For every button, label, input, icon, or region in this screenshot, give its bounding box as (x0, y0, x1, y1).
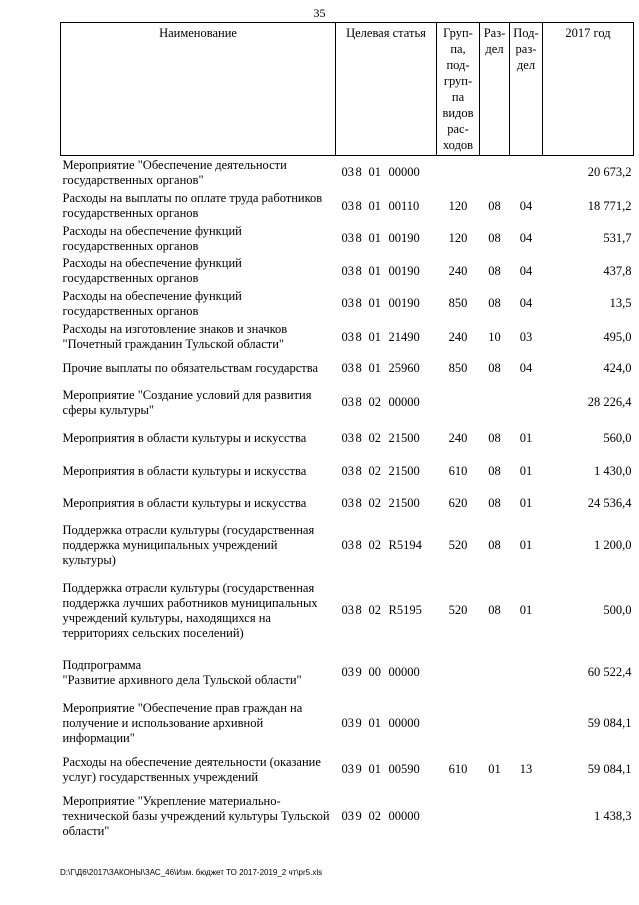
row-section: 08 (488, 431, 501, 445)
table-row (61, 383, 634, 423)
row-section: 08 (488, 361, 501, 375)
row-amount-2017: 424,0 (603, 361, 632, 375)
row-target-article (336, 572, 437, 650)
row-name: Мероприятия в области культуры и искусства (62, 431, 307, 445)
target-article-c3: 01 (368, 165, 381, 180)
h-group-line: видов (442, 106, 474, 120)
target-article-c2: 9 (355, 715, 362, 730)
row-target-article (336, 288, 437, 320)
row-name: Мероприятия в области культуры и искусства (62, 463, 307, 478)
row-amount-2017: 1 430,0 (594, 463, 632, 478)
h-group-line: па (451, 90, 465, 104)
target-article-c3: 01 (368, 329, 381, 344)
target-article-c3: 01 (368, 762, 381, 776)
target-article-c2: 9 (355, 809, 362, 823)
h-group-line: груп- (443, 74, 473, 88)
row-name: Мероприятия в области культуры и искусства (62, 496, 307, 510)
row-name-line: "Развитие архивного дела Тульской области" (62, 672, 302, 687)
target-article-c2: 8 (355, 198, 362, 213)
table-row (61, 520, 634, 572)
target-article-c4: R5195 (388, 603, 422, 617)
row-section: 08 (488, 603, 501, 617)
row-expense-group (437, 383, 480, 423)
target-article-c4: 00000 (388, 665, 420, 679)
target-article-c2: 8 (355, 538, 362, 552)
table-row (61, 789, 634, 845)
target-article-c1: 03 (341, 165, 354, 180)
row-name (61, 650, 336, 696)
h-subsection-line: дел (516, 58, 536, 72)
row-expense-group: 520 (448, 538, 468, 552)
target-article-c4: 00590 (388, 762, 420, 776)
target-article-c4: R5194 (388, 538, 422, 552)
h-group-line: ходов (442, 138, 474, 152)
row-amount-2017: 437,8 (603, 263, 632, 278)
table-row (61, 190, 634, 223)
target-article-c4: 21500 (388, 431, 420, 445)
row-amount-2017: 18 771,2 (587, 198, 632, 213)
target-article-c2: 9 (355, 762, 362, 776)
target-article-c2: 8 (355, 296, 362, 310)
target-article-c2: 8 (355, 165, 362, 180)
row-subsection (510, 156, 543, 190)
row-expense-group: 520 (448, 603, 468, 617)
row-expense-group (437, 650, 480, 696)
row-amount-2017: 495,0 (603, 329, 632, 344)
row-subsection: 01 (519, 496, 533, 510)
target-article-c2: 8 (355, 463, 362, 478)
target-article-c4: 00000 (388, 165, 420, 180)
table-row (61, 488, 634, 520)
row-section: 08 (488, 296, 501, 310)
target-article-c2: 8 (355, 603, 362, 617)
row-amount-2017: 24 536,4 (587, 496, 632, 510)
row-subsection: 01 (519, 431, 533, 445)
target-article-c3: 01 (368, 198, 381, 213)
row-target-article (336, 650, 437, 696)
h-section-line: дел (485, 42, 504, 56)
row-section: 08 (488, 231, 501, 245)
row-name: Расходы на обеспечение функций государственных органов (62, 256, 242, 285)
table-row (61, 223, 634, 255)
target-article-c1: 03 (341, 496, 354, 510)
row-name: Расходы на обеспечение функций государственных органов (62, 288, 242, 318)
row-target-article (336, 156, 437, 190)
row-section: 08 (488, 496, 501, 510)
row-subsection: 01 (519, 538, 533, 552)
target-article-c2: 8 (355, 361, 362, 375)
target-article-c3: 01 (368, 263, 381, 278)
target-article-c1: 03 (341, 361, 354, 375)
target-article-c3: 01 (368, 231, 381, 245)
target-article-c1: 03 (341, 231, 354, 245)
table-row (61, 650, 634, 696)
row-expense-group (437, 156, 480, 190)
row-amount-2017: 1 438,3 (594, 809, 632, 823)
row-section: 08 (488, 263, 501, 278)
row-name: Расходы на изготовление знаков и значков "Почетный гражданин Тульской области" (62, 322, 288, 351)
table-row (61, 572, 634, 650)
row-expense-group: 850 (448, 361, 468, 375)
target-article-c1: 03 (341, 198, 354, 213)
target-article-c3: 02 (368, 603, 381, 617)
table-row (61, 455, 634, 488)
row-name: Расходы на обеспечение деятельности (оказание услуг) государственных учреждений (62, 754, 321, 784)
row-subsection: 04 (519, 263, 533, 278)
row-target-article (336, 751, 437, 789)
table-body (61, 156, 634, 845)
table-header-row (61, 23, 634, 156)
row-name: Мероприятие "Обеспечение прав граждан на получение и использование архивной информации" (62, 700, 303, 745)
row-section (480, 696, 510, 751)
target-article-c2: 8 (355, 263, 362, 278)
target-article-c3: 02 (368, 463, 381, 478)
row-expense-group: 120 (448, 198, 468, 213)
target-article-c1: 03 (341, 431, 354, 445)
row-subsection: 13 (519, 762, 533, 776)
row-expense-group: 240 (448, 431, 468, 445)
row-name: Прочие выплаты по обязательствам государства (62, 361, 319, 375)
row-expense-group (437, 789, 480, 845)
row-name-line: Подпрограмма (62, 657, 142, 672)
target-article-c4: 00190 (388, 296, 420, 310)
target-article-c4: 25960 (388, 361, 420, 375)
row-amount-2017: 20 673,2 (587, 165, 632, 180)
row-subsection: 04 (519, 296, 533, 310)
row-name: Мероприятие "Укрепление материально-технической базы учреждений культуры Тульской области" (62, 794, 330, 838)
target-article-c2: 8 (355, 395, 362, 409)
row-target-article (336, 355, 437, 383)
row-subsection: 04 (519, 231, 533, 245)
target-article-c1: 03 (341, 395, 354, 409)
row-amount-2017: 500,0 (603, 603, 632, 617)
target-article-c3: 01 (368, 715, 381, 730)
file-path-footer: D:\Г\Д6\2017\ЗАКОНЫ\ЗАС_46\Изм. бюджет ТО 2017-2019_2 чт\pr5.xls (60, 868, 323, 877)
target-article-c1: 03 (341, 715, 354, 730)
row-target-article (336, 190, 437, 223)
target-article-c2: 8 (355, 431, 362, 445)
target-article-c4: 00000 (388, 395, 420, 409)
row-name: Мероприятие "Создание условий для развития сферы культуры" (62, 387, 312, 417)
target-article-c3: 02 (368, 538, 381, 552)
target-article-c4: 21500 (388, 463, 420, 478)
row-target-article (336, 488, 437, 520)
row-subsection (510, 789, 543, 845)
row-name: Мероприятие "Обеспечение деятельности государственных органов" (62, 157, 287, 187)
target-article-c3: 02 (368, 431, 381, 445)
row-section (480, 789, 510, 845)
row-expense-group: 610 (448, 762, 468, 776)
row-target-article (336, 423, 437, 455)
row-amount-2017: 1 200,0 (594, 538, 632, 552)
target-article-c3: 02 (368, 496, 381, 510)
target-article-c4: 00190 (388, 263, 420, 278)
target-article-c1: 03 (341, 296, 354, 310)
row-amount-2017: 59 084,1 (587, 715, 632, 730)
target-article-c2: 8 (355, 496, 362, 510)
target-article-c1: 03 (341, 603, 354, 617)
row-amount-2017: 531,7 (603, 231, 632, 245)
row-name: Поддержка отрасли культуры (государственная поддержка муниципальных учреждений культуры) (62, 523, 315, 567)
row-section: 10 (488, 329, 501, 344)
row-name: Поддержка отрасли культуры (государственная поддержка лучших работников муниципальных учреждений культуры, находящихся на территориях сельских поселений) (62, 580, 318, 640)
row-expense-group: 850 (448, 296, 468, 310)
header-section (480, 23, 510, 156)
row-amount-2017: 59 084,1 (587, 762, 632, 776)
row-name: Расходы на обеспечение функций государственных органов (62, 223, 242, 253)
table-row (61, 255, 634, 288)
row-amount-2017: 28 226,4 (587, 395, 632, 409)
table-row (61, 751, 634, 789)
row-subsection: 03 (519, 329, 533, 344)
h-section-line: Раз- (483, 26, 506, 40)
target-article-c4: 00000 (388, 715, 420, 730)
page-number: 35 (313, 6, 326, 20)
row-section: 08 (488, 538, 501, 552)
table-row (61, 320, 634, 355)
target-article-c3: 02 (368, 809, 381, 823)
h-group-line: рас- (447, 122, 469, 136)
row-section: 08 (488, 463, 501, 478)
target-article-c3: 01 (368, 361, 381, 375)
row-target-article (336, 255, 437, 288)
row-amount-2017: 60 522,4 (587, 665, 632, 679)
target-article-c1: 03 (341, 463, 354, 478)
row-expense-group: 620 (448, 496, 468, 510)
row-target-article (336, 455, 437, 488)
target-article-c1: 03 (341, 665, 354, 679)
row-subsection: 04 (519, 361, 533, 375)
table-row (61, 696, 634, 751)
header-name: Наименование (61, 23, 336, 156)
row-subsection: 04 (519, 198, 533, 213)
h-group-line: па, (450, 42, 466, 56)
row-target-article (336, 789, 437, 845)
target-article-c4: 21490 (388, 329, 420, 344)
target-article-c2: 8 (355, 231, 362, 245)
row-amount-2017: 13,5 (609, 296, 632, 310)
target-article-c1: 03 (341, 538, 354, 552)
target-article-c4: 00000 (388, 809, 420, 823)
target-article-c4: 21500 (388, 496, 420, 510)
row-subsection: 01 (519, 603, 533, 617)
target-article-c1: 03 (341, 809, 354, 823)
header-year: 2017 год (543, 23, 634, 156)
row-amount-2017: 560,0 (603, 431, 632, 445)
h-group-line: под- (446, 58, 470, 72)
target-article-c4: 00190 (388, 231, 420, 245)
h-group-line: Груп- (443, 26, 473, 40)
table-row (61, 288, 634, 320)
row-target-article (336, 696, 437, 751)
target-article-c4: 00110 (388, 198, 420, 213)
header-subsection (510, 23, 543, 156)
table-row (61, 423, 634, 455)
target-article-c2: 9 (355, 665, 362, 679)
row-section (480, 650, 510, 696)
h-subsection-line: Под- (513, 26, 539, 40)
target-article-c1: 03 (341, 263, 354, 278)
target-article-c1: 03 (341, 329, 354, 344)
row-expense-group: 240 (448, 263, 468, 278)
row-subsection (510, 696, 543, 751)
row-expense-group: 120 (448, 231, 468, 245)
table-row (61, 355, 634, 383)
row-target-article (336, 383, 437, 423)
header-expense-group (437, 23, 480, 156)
row-section (480, 156, 510, 190)
target-article-c3: 02 (368, 395, 381, 409)
row-expense-group: 610 (448, 463, 468, 478)
header-target-article: Целевая статья (336, 23, 437, 156)
row-expense-group: 240 (448, 329, 468, 344)
row-subsection: 01 (519, 463, 533, 478)
row-section: 08 (488, 198, 501, 213)
row-name: Расходы на выплаты по оплате труда работников государственных органов (62, 191, 323, 220)
row-section (480, 383, 510, 423)
row-target-article (336, 520, 437, 572)
row-target-article (336, 223, 437, 255)
row-subsection (510, 383, 543, 423)
table-row (61, 156, 634, 190)
row-section: 01 (488, 762, 501, 776)
target-article-c2: 8 (355, 329, 362, 344)
target-article-c3: 01 (368, 296, 381, 310)
row-expense-group (437, 696, 480, 751)
target-article-c3: 00 (368, 665, 381, 679)
target-article-c1: 03 (341, 762, 354, 776)
h-subsection-line: раз- (515, 42, 537, 56)
budget-table (60, 22, 634, 845)
row-subsection (510, 650, 543, 696)
row-target-article (336, 320, 437, 355)
